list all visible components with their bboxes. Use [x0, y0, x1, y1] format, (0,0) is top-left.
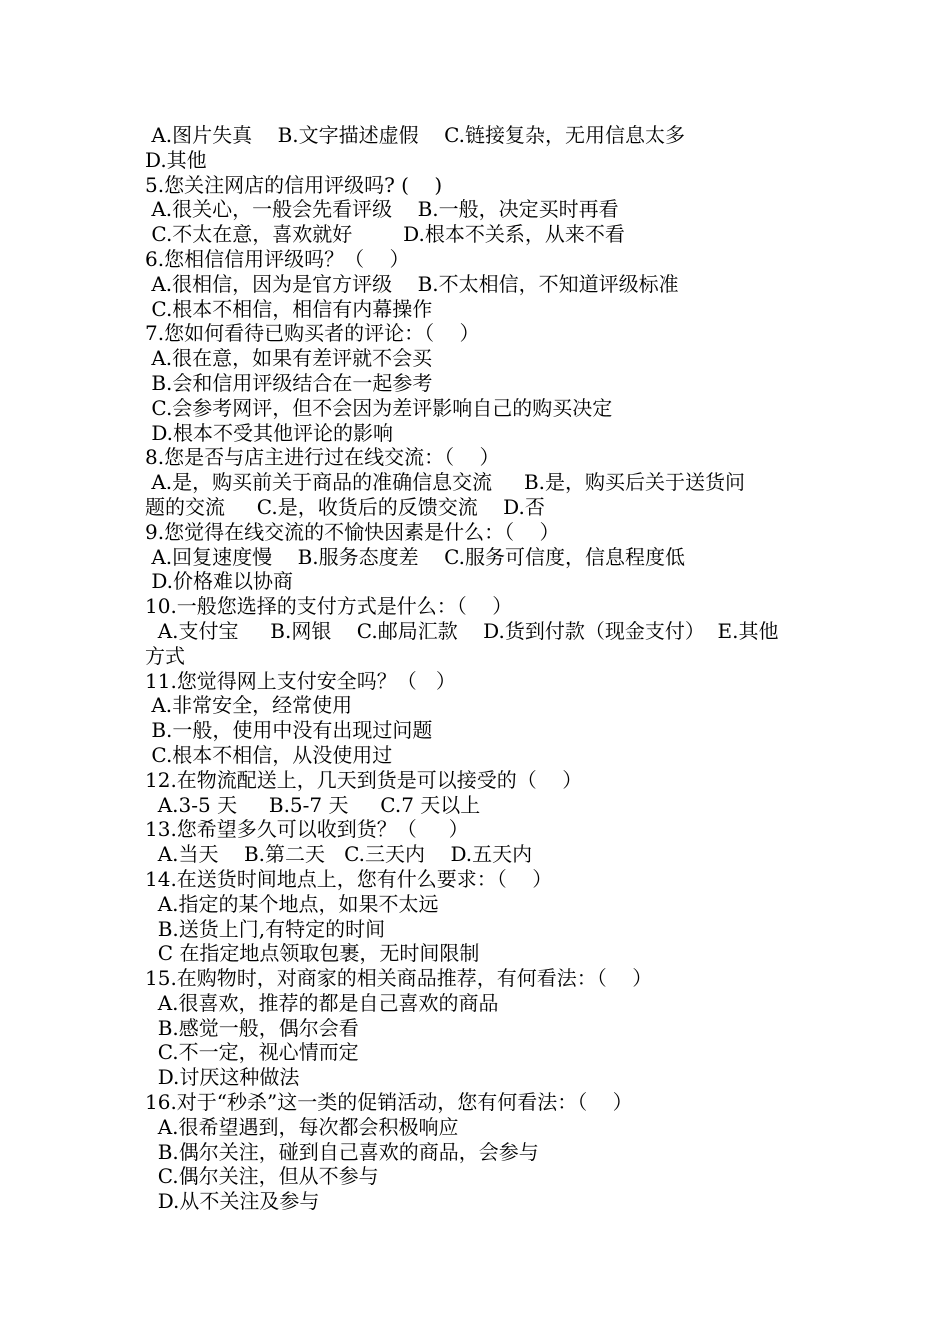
text-line: 16.对于“秒杀”这一类的促销活动，您有何看法：（ ）	[145, 1090, 633, 1115]
text-line: 7.您如何看待已购买者的评论：（ ）	[145, 321, 480, 346]
text-line: A.3-5 天 B.5-7 天 C.7 天以上	[145, 792, 481, 817]
survey-text-body	[145, 123, 815, 1214]
text-line: A.很相信，因为是官方评级 B.不太相信，不知道评级标准	[145, 271, 679, 296]
text-line: B.感觉一般，偶尔会看	[145, 1015, 359, 1040]
text-line: A.指定的某个地点，如果不太远	[145, 891, 439, 916]
text-line: C.会参考网评，但不会因为差评影响自己的购买决定	[145, 395, 613, 420]
text-line: 方式	[145, 643, 185, 668]
text-line: 11.您觉得网上支付安全吗？（ ）	[145, 668, 456, 693]
text-line: 15.在购物时，对商家的相关商品推荐，有何看法：（ ）	[145, 966, 653, 991]
text-line: 9.您觉得在线交流的不愉快因素是什么：（ ）	[145, 519, 560, 544]
text-line: C.根本不相信，相信有内幕操作	[145, 296, 433, 321]
text-line: 5.您关注网店的信用评级吗? ( )	[145, 172, 443, 197]
text-line: A.很喜欢，推荐的都是自己喜欢的商品	[145, 990, 499, 1015]
text-line: A.图片失真 B.文字描述虚假 C.链接复杂，无用信息太多	[145, 123, 686, 147]
text-line: D.根本不受其他评论的影响	[145, 420, 394, 445]
text-line: A.当天 B.第二天 C.三天内 D.五天内	[145, 842, 533, 867]
text-line: D.从不关注及参与	[145, 1189, 320, 1214]
text-line: A.很在意，如果有差评就不会买	[145, 346, 433, 371]
text-line: A.回复速度慢 B.服务态度差 C.服务可信度，信息程度低	[145, 544, 686, 569]
text-line: A.支付宝 B.网银 C.邮局汇款 D.货到付款（现金支付） E.其他	[145, 618, 779, 643]
text-line: 14.在送货时间地点上，您有什么要求：（ ）	[145, 866, 553, 891]
text-line: 10.一般您选择的支付方式是什么：（ ）	[145, 594, 513, 619]
text-line: B.一般，使用中没有出现过问题	[145, 718, 433, 743]
text-line: B.送货上门,有特定的时间	[145, 916, 386, 941]
text-line: 13.您希望多久可以收到货？（ ）	[145, 817, 469, 842]
text-line: B.偶尔关注，碰到自己喜欢的商品，会参与	[145, 1139, 539, 1164]
text-line: C 在指定地点领取包裹，无时间限制	[145, 941, 480, 966]
text-line: A.很关心，一般会先看评级 B.一般，决定买时再看	[145, 197, 619, 222]
text-line: D.其他	[145, 147, 207, 172]
text-line: A.很希望遇到，每次都会积极响应	[145, 1114, 459, 1139]
text-line: C.不太在意，喜欢就好 D.根本不关系，从来不看	[145, 222, 625, 247]
text-line: D.讨厌这种做法	[145, 1065, 300, 1090]
text-line: 8.您是否与店主进行过在线交流：（ ）	[145, 445, 500, 470]
text-line: 12.在物流配送上，几天到货是可以接受的（ ）	[145, 767, 583, 792]
text-line: A.非常安全，经常使用	[145, 693, 353, 718]
text-line: C.不一定，视心情而定	[145, 1040, 359, 1065]
text-line: A.是，购买前关于商品的准确信息交流 B.是，购买后关于送货问	[145, 470, 745, 495]
text-line: C.根本不相信，从没使用过	[145, 742, 393, 767]
text-line: C.偶尔关注，但从不参与	[145, 1164, 379, 1189]
text-line: B.会和信用评级结合在一起参考	[145, 370, 433, 395]
text-line: 题的交流 C.是，收货后的反馈交流 D.否	[145, 494, 545, 519]
text-line: 6.您相信信用评级吗？（ ）	[145, 246, 410, 271]
text-line: D.价格难以协商	[145, 569, 294, 594]
